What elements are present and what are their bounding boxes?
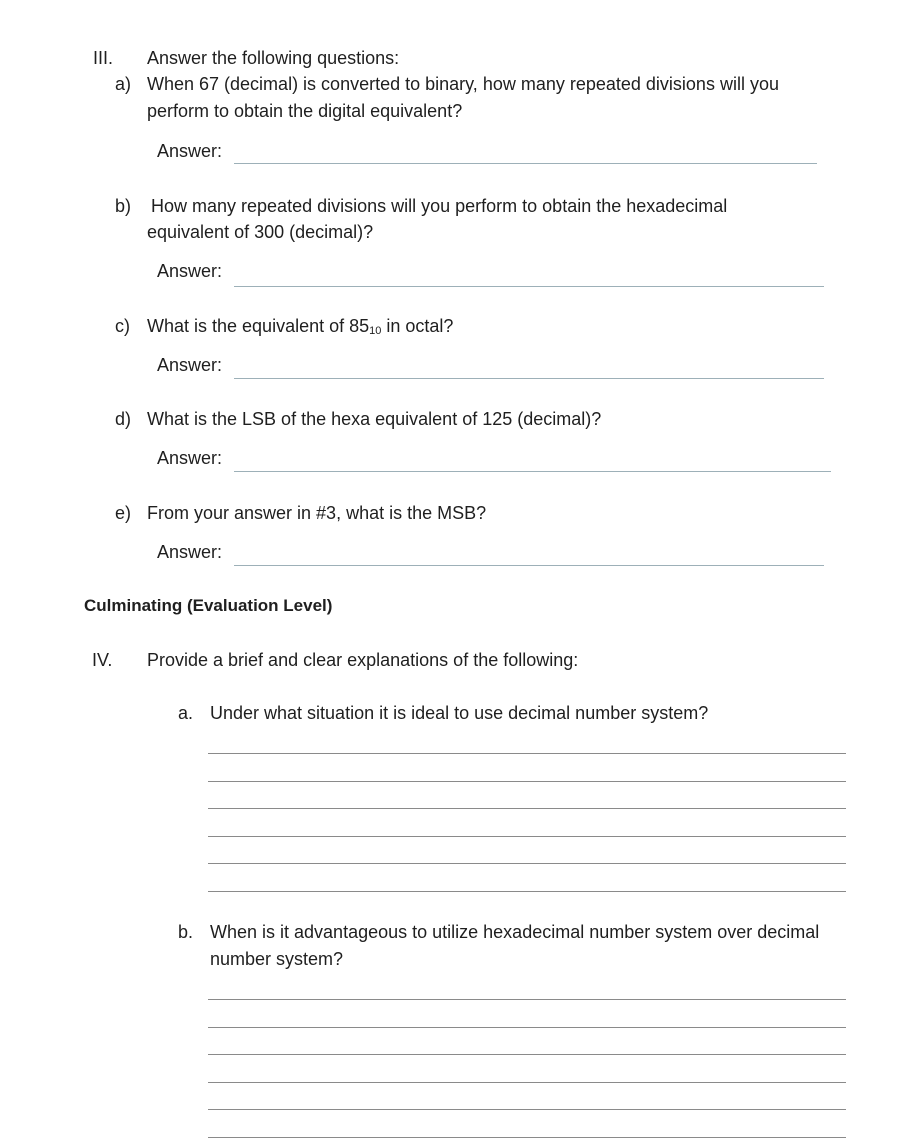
question-e-letter: e) (115, 503, 132, 523)
writing-line-a-1[interactable] (208, 753, 846, 754)
writing-line-a-5[interactable] (208, 863, 846, 864)
answer-line-b[interactable] (234, 286, 824, 287)
question-c-text-post: in octal? (381, 316, 454, 336)
writing-line-a-2[interactable] (208, 781, 846, 782)
answer-line-e[interactable] (234, 565, 824, 566)
question-a-text-line1: When 67 (decimal) is converted to binary, how many repeated divisions will you (147, 74, 779, 94)
item-a-text: Under what situation it is ideal to use decimal number system? (210, 703, 709, 723)
writing-line-b-4[interactable] (208, 1082, 846, 1083)
question-a-letter: a) (115, 74, 132, 94)
answer-line-c[interactable] (234, 378, 824, 379)
answer-line-d[interactable] (234, 471, 831, 472)
question-c-text (147, 316, 453, 337)
culminating-title: Culminating (Evaluation Level) (84, 596, 333, 615)
item-b-text-line1: When is it advantageous to utilize hexadecimal number system over decimal (210, 922, 820, 942)
answer-label-e: Answer: (157, 542, 223, 562)
answer-label-b: Answer: (157, 261, 223, 281)
writing-line-a-3[interactable] (208, 808, 846, 809)
writing-line-a-4[interactable] (208, 836, 846, 837)
question-d-letter: d) (115, 409, 132, 429)
item-b-letter: b. (178, 922, 194, 942)
question-e-text: From your answer in #3, what is the MSB? (147, 503, 487, 523)
answer-label-a: Answer: (157, 141, 223, 161)
writing-line-b-6[interactable] (208, 1137, 846, 1138)
writing-line-b-1[interactable] (208, 999, 846, 1000)
item-b-text-line2: number system? (210, 949, 344, 969)
section-4-numeral: IV. (92, 650, 113, 670)
question-d-text: What is the LSB of the hexa equivalent of 125 (decimal)? (147, 409, 602, 429)
section-3-heading: Answer the following questions: (147, 48, 400, 68)
question-b-text-line1: How many repeated divisions will you perform to obtain the hexadecimal (151, 196, 728, 216)
question-c-text-pre: What is the equivalent of 85 (147, 316, 370, 336)
section-3-numeral: III. (93, 48, 114, 68)
question-b-letter: b) (115, 196, 132, 216)
writing-line-b-3[interactable] (208, 1054, 846, 1055)
answer-line-a[interactable] (234, 163, 817, 164)
question-a-text-line2: perform to obtain the digital equivalent? (147, 101, 463, 121)
question-c-subscript: 10 (369, 325, 382, 337)
answer-label-c: Answer: (157, 355, 223, 375)
writing-line-b-2[interactable] (208, 1027, 846, 1028)
answer-label-d: Answer: (157, 448, 223, 468)
question-c-letter: c) (115, 316, 130, 336)
writing-line-a-6[interactable] (208, 891, 846, 892)
writing-line-b-5[interactable] (208, 1109, 846, 1110)
section-4-heading: Provide a brief and clear explanations of the following: (147, 650, 579, 670)
question-b-text-line2: equivalent of 300 (decimal)? (147, 222, 374, 242)
item-a-letter: a. (178, 703, 194, 723)
